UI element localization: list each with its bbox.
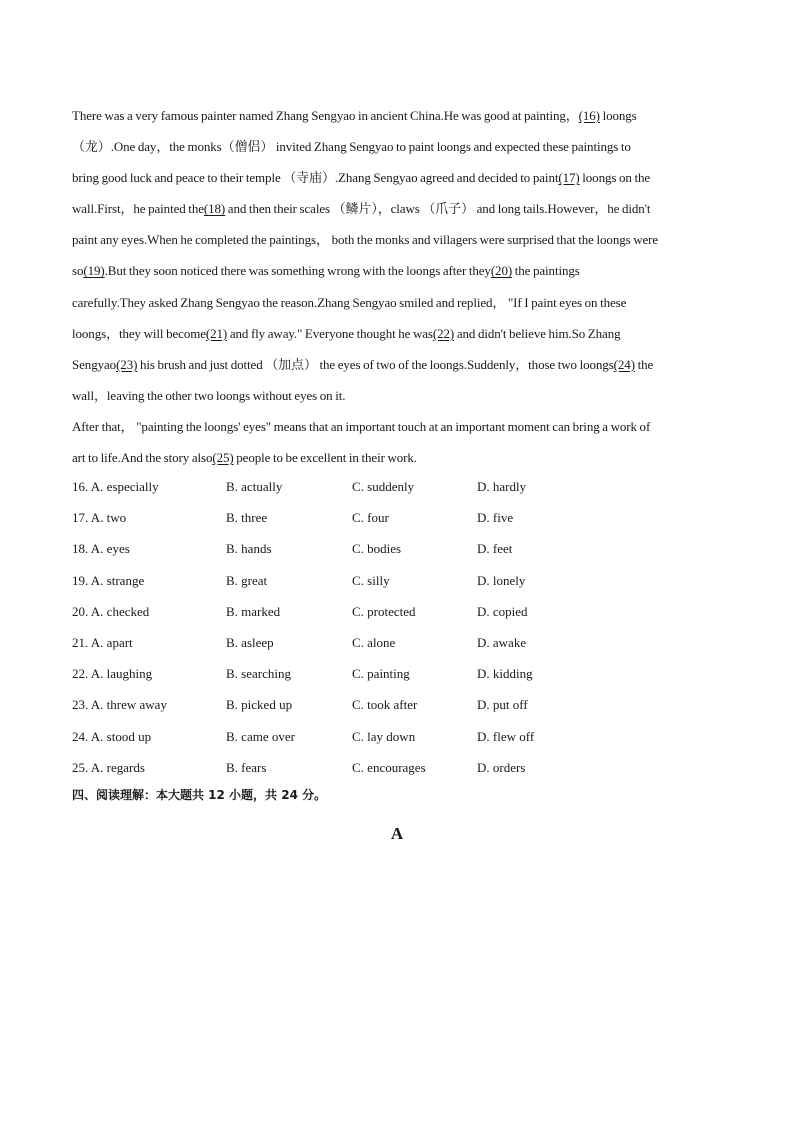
option-choice: 18. A. eyes — [72, 541, 130, 557]
option-choice: C. suddenly — [352, 479, 415, 494]
option-choice: 19. A. strange — [72, 572, 145, 588]
question-row — [72, 565, 724, 596]
passage-segment: the — [634, 356, 654, 372]
option-choice: D. hardly — [477, 479, 527, 494]
option-choice: B. asleep — [226, 634, 274, 650]
option-choice: C. encourages — [352, 759, 426, 775]
passage-segment: loongs on the — [579, 170, 651, 186]
passage-segment: and fly away." Everyone thought he was — [227, 325, 433, 341]
blank-number: (20) — [490, 263, 513, 279]
passage-text — [72, 100, 724, 473]
option-choice: D. put off — [477, 697, 528, 713]
passage-line — [72, 255, 724, 286]
passage-segment: the paintings — [512, 263, 580, 279]
option-choice: B. marked — [226, 603, 281, 619]
option-choice: B. picked up — [226, 697, 293, 713]
option-choice: 20. A. checked — [72, 603, 150, 619]
option-choice: D. kidding — [477, 666, 533, 682]
question-row — [72, 752, 724, 783]
option-choice: C. four — [352, 510, 389, 526]
option-choice: B. three — [226, 510, 268, 526]
option-choice: D. orders — [477, 759, 526, 775]
question-row — [72, 596, 724, 627]
blank-number: (21) — [205, 325, 228, 341]
passage-segment: （龙）.One day，the monks（僧侣） invited Zhang Sengyao to paint loongs and expected these paintings to — [72, 139, 631, 155]
option-choice: D. awake — [477, 634, 527, 650]
blank-number: (16) — [578, 108, 600, 123]
passage-segment: art to life.And the story also — [72, 450, 213, 466]
option-choice: D. flew off — [477, 728, 535, 744]
passage-segment: his brush and just dotted （加点） the eyes of two of the loongs.Suddenly，those two loongs — [137, 356, 614, 372]
passage-segment: people to be excellent in their work. — [233, 450, 417, 466]
question-row — [72, 627, 724, 658]
passage-segment: bring good luck and peace to their temple （寺庙）.Zhang Sengyao agreed and decided to paint — [72, 170, 559, 186]
passage-line — [72, 318, 724, 349]
passage-segment: wall，leaving the other two loongs without eyes on it. — [72, 387, 346, 403]
passage-line — [72, 100, 724, 131]
option-choice: B. actually — [226, 479, 283, 494]
option-choice: D. copied — [477, 603, 528, 619]
option-choice: C. silly — [352, 572, 390, 588]
passage-segment: wall.First，he painted the — [72, 201, 204, 217]
passage-line — [72, 287, 724, 318]
passage-segment: loongs，they will become — [72, 325, 206, 341]
question-row — [72, 533, 724, 564]
passage-segment: There was a very famous painter named Zhang Sengyao in ancient China.He was good at painting， — [72, 108, 579, 123]
option-choice: C. protected — [352, 603, 416, 619]
passage-segment: so — [72, 263, 84, 279]
option-choice: 25. A. regards — [72, 759, 145, 775]
option-choice: 17. A. two — [72, 510, 127, 526]
passage-line — [72, 162, 724, 193]
blank-number: (25) — [212, 450, 234, 466]
option-choice: 21. A. apart — [72, 634, 133, 650]
blank-number: (18) — [203, 201, 226, 217]
passage-segment: and then their scales （鳞片），claws （爪子） and long tails.However，he didn't — [225, 201, 651, 217]
option-choice: B. came over — [226, 728, 295, 744]
option-choice: B. fears — [226, 759, 267, 775]
blank-number: (24) — [613, 356, 635, 372]
passage-line — [72, 193, 724, 224]
option-choice: C. bodies — [352, 541, 402, 557]
passage-segment: paint any eyes.When he completed the paintings， both the monks and villagers were surprised that the loongs were — [72, 232, 659, 248]
passage-segment: .But they soon noticed there was something wrong with the loongs after they — [104, 263, 491, 279]
question-row — [72, 502, 724, 533]
passage-segment: carefully.They asked Zhang Sengyao the reason.Zhang Sengyao smiled and replied， "If I paint eyes on these — [72, 294, 627, 310]
option-choice: 22. A. laughing — [72, 666, 153, 682]
option-choice: D. lonely — [477, 572, 526, 588]
option-choice: 16. A. especially — [72, 479, 159, 494]
passage-label: A — [390, 824, 404, 843]
blank-number: (17) — [558, 170, 580, 186]
blank-number: (22) — [432, 325, 455, 341]
question-row — [72, 658, 724, 689]
question-row — [72, 471, 724, 502]
passage-line — [72, 131, 724, 162]
question-row — [72, 689, 724, 720]
passage-segment: loongs — [599, 108, 637, 123]
option-choice: B. great — [226, 572, 268, 588]
passage-line — [72, 349, 724, 380]
answer-options — [72, 471, 724, 783]
option-choice: 23. A. threw away — [72, 697, 167, 713]
option-choice: D. feet — [477, 541, 513, 557]
option-choice: C. took after — [352, 697, 418, 713]
passage-line — [72, 442, 724, 473]
passage-segment: and didn't believe him.So Zhang — [454, 325, 621, 341]
section-heading: 四、阅读理解：本大题共 12 小题，共 24 分。 — [72, 788, 327, 802]
passage-line — [72, 411, 724, 442]
option-choice: D. five — [477, 510, 514, 526]
option-choice: C. lay down — [352, 728, 416, 744]
cloze-passage — [72, 100, 724, 473]
option-choice: C. painting — [352, 666, 410, 682]
passage-line — [72, 224, 724, 255]
blank-number: (23) — [116, 356, 138, 372]
option-choice: C. alone — [352, 634, 396, 650]
blank-number: (19) — [83, 263, 105, 279]
passage-line — [72, 380, 724, 411]
option-choice: B. hands — [226, 541, 272, 557]
question-row — [72, 721, 724, 752]
passage-segment: Sengyao — [72, 356, 117, 372]
option-choice: 24. A. stood up — [72, 728, 152, 744]
passage-segment: After that， "painting the loongs' eyes" means that an important touch at an important moment can bring a work of — [72, 418, 651, 434]
option-choice: B. searching — [226, 666, 291, 682]
